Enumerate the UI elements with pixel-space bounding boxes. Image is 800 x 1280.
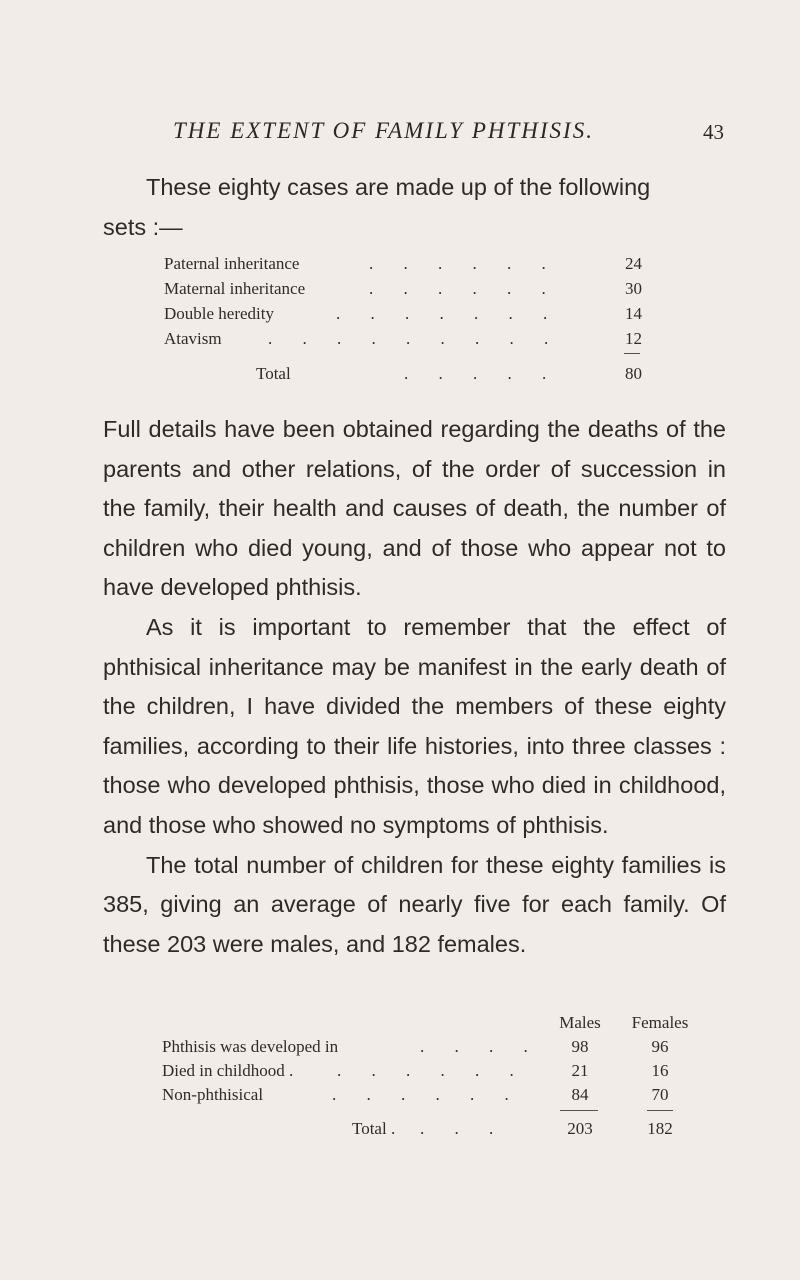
total-value: 80 bbox=[625, 364, 642, 383]
leader-dots: . . . . . . . . . bbox=[268, 329, 562, 348]
row-label: Double heredity bbox=[164, 304, 274, 323]
sum-rule bbox=[624, 353, 640, 354]
row-value: 12 bbox=[625, 329, 642, 348]
leader-dots: . . . . . . . bbox=[336, 304, 561, 323]
males-header: Males bbox=[559, 1013, 601, 1032]
intro-text bbox=[103, 168, 726, 247]
leader-dots: . . . . . . bbox=[369, 254, 559, 273]
sum-rule-females bbox=[647, 1110, 673, 1111]
row-label: Phthisis was developed in bbox=[162, 1037, 339, 1056]
paragraph: Full details have been obtained regarding the deaths of the parents and other relations, of the order of succession in the family, their health and causes of death, the number of children who died young, and of those who appear not to have developed phthisis. bbox=[103, 416, 726, 601]
males-value: 98 bbox=[571, 1037, 589, 1056]
females-value: 16 bbox=[651, 1061, 669, 1080]
leader-dots: . . . . . bbox=[404, 364, 560, 383]
leader-dots: . . . bbox=[420, 1119, 507, 1138]
females-value: 70 bbox=[651, 1085, 669, 1104]
row-value: 30 bbox=[625, 279, 642, 298]
total-label: Total . bbox=[352, 1119, 396, 1138]
row-label: Atavism bbox=[164, 329, 222, 348]
classes-table bbox=[162, 1012, 722, 1212]
running-title: THE EXTENT OF FAMILY PHTHISIS. bbox=[173, 118, 594, 143]
intro-line-1: These eighty cases are made up of the following bbox=[146, 174, 651, 200]
females-total: 182 bbox=[647, 1119, 673, 1138]
row-value: 24 bbox=[625, 254, 642, 273]
paragraph: As it is important to remember that the effect of phthisical inheritance may be manifest in the early death of the children, I have divided the members of these eighty families, according to their life histories, into three classes : those who developed phthisis, those who died in childhood, and those who showed no symptoms of phthisis. bbox=[103, 613, 726, 838]
leader-dots: . . . . bbox=[420, 1037, 541, 1056]
males-value: 84 bbox=[571, 1085, 589, 1104]
paragraph: The total number of children for these eighty families is 385, giving an average of nearly five for each family. Of these 203 were males, and 182 females. bbox=[103, 851, 726, 957]
row-value: 14 bbox=[625, 304, 642, 323]
leader-dots: . . . . . . bbox=[337, 1061, 527, 1080]
males-total: 203 bbox=[567, 1119, 593, 1138]
sum-rule-males bbox=[560, 1110, 598, 1111]
sets-table bbox=[164, 253, 664, 393]
males-value: 21 bbox=[571, 1061, 589, 1080]
body-text bbox=[103, 410, 726, 964]
total-label: Total bbox=[256, 364, 291, 383]
row-label: Non-phthisical bbox=[162, 1085, 264, 1104]
page-number: 43 bbox=[703, 120, 724, 144]
females-value: 96 bbox=[651, 1037, 669, 1056]
row-label: Maternal inheritance bbox=[164, 279, 306, 298]
females-header: Females bbox=[631, 1013, 689, 1032]
row-label: Paternal inheritance bbox=[164, 254, 300, 273]
page-header bbox=[0, 118, 800, 148]
leader-dots: . . . . . . bbox=[369, 279, 559, 298]
intro-line-2: sets :— bbox=[103, 213, 183, 240]
leader-dots: . . . . . . bbox=[332, 1085, 522, 1104]
row-label: Died in childhood . bbox=[162, 1061, 294, 1080]
